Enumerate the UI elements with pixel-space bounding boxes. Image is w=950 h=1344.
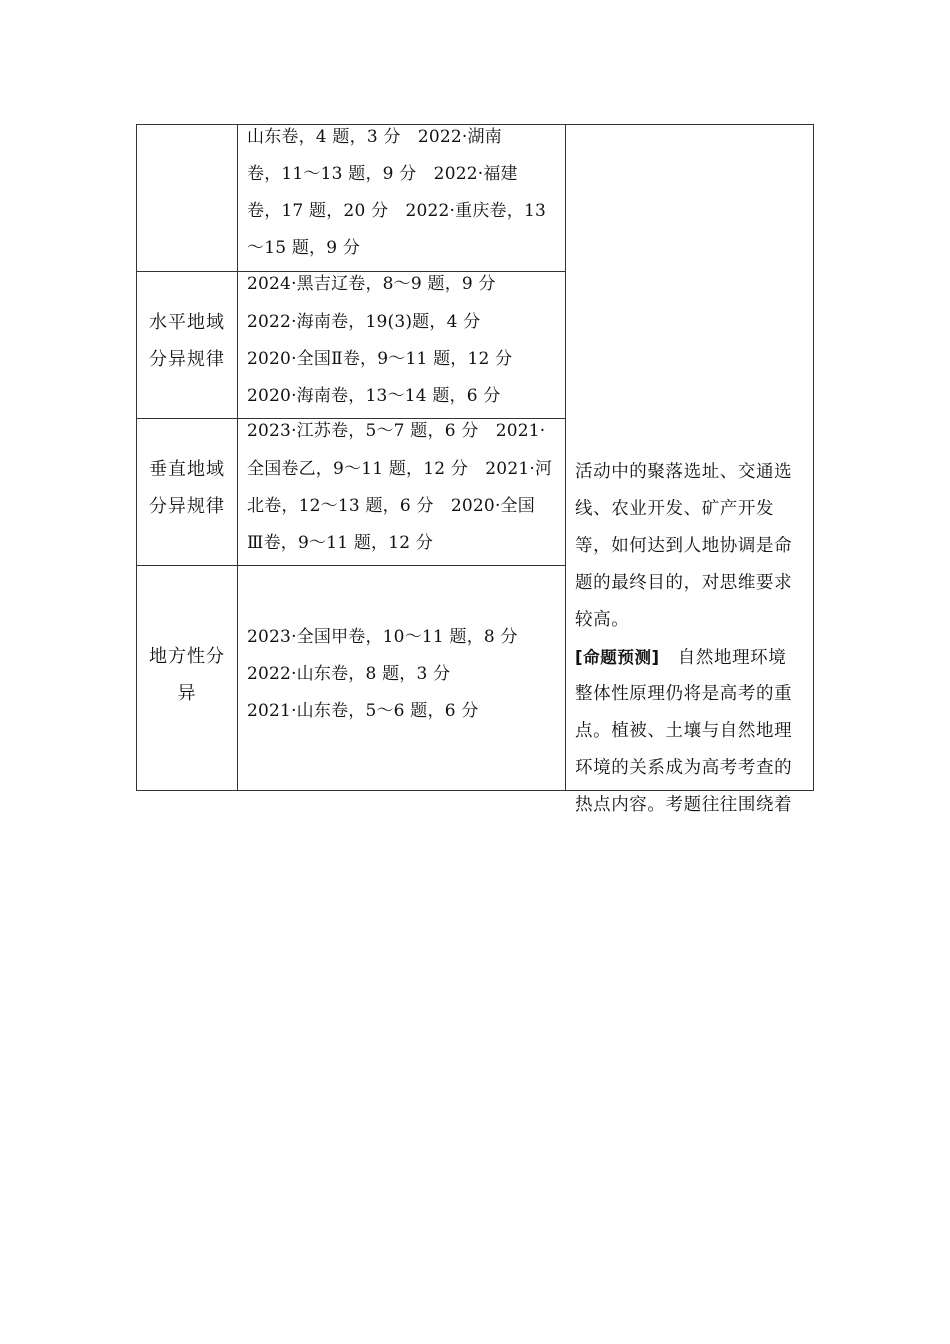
row-3-label-line-2: 分异规律 (149, 496, 225, 517)
prediction-line (575, 639, 815, 677)
row-1-line-2: 卷，11～13 题，9 分 2022·福建 (247, 164, 518, 184)
row-3-line-2: 全国卷乙，9～11 题，12 分 2021·河 (247, 459, 553, 479)
analysis-line-3: 等，如何达到人地协调是命 (575, 536, 793, 556)
row-4-line-1: 2023·全国甲卷，10～11 题，8 分 (247, 627, 518, 647)
analysis-line-7: 点。植被、土壤与自然地理 (575, 721, 793, 741)
row-2-label-line-1: 水平地域 (149, 312, 225, 333)
row-2-line-2: 2022·海南卷，19(3)题，4 分 (247, 312, 481, 332)
row-2-label-line-2: 分异规律 (149, 349, 225, 370)
analysis-line-4: 题的最终目的，对思维要求 (575, 573, 793, 593)
column-divider-2 (565, 124, 566, 791)
row-4-label-line-1: 地方性分 (149, 646, 225, 667)
row-divider-3 (136, 565, 565, 566)
analysis-line-9: 热点内容。考题往往围绕着 (575, 795, 793, 815)
row-2-line-1: 2024·黑吉辽卷，8～9 题，9 分 (247, 274, 496, 294)
row-4-label-line-2: 异 (177, 683, 197, 704)
prediction-intro: 自然地理环境 (659, 648, 787, 668)
row-3-line-4: Ⅲ卷，9～11 题，12 分 (247, 533, 434, 553)
row-1-line-1: 山东卷，4 题，3 分 2022·湖南 (247, 127, 502, 147)
row-2-line-4: 2020·海南卷，13～14 题，6 分 (247, 386, 501, 406)
row-4-line-2: 2022·山东卷，8 题，3 分 (247, 664, 451, 684)
row-1-line-4: ～15 题，9 分 (247, 238, 361, 258)
row-3-line-3: 北卷，12～13 题，6 分 2020·全国 (247, 496, 535, 516)
prediction-tag: [命题预测] (575, 648, 660, 667)
analysis-line-5: 较高。 (575, 610, 630, 630)
row-4-line-3: 2021·山东卷，5～6 题，6 分 (247, 701, 479, 721)
row-3-label-line-1: 垂直地域 (149, 459, 225, 480)
row-1-line-3: 卷，17 题，20 分 2022·重庆卷，13 (247, 201, 546, 221)
analysis-line-8: 环境的关系成为高考考查的 (575, 758, 793, 778)
analysis-line-1: 活动中的聚落选址、交通选 (575, 462, 793, 482)
row-3-line-1: 2023·江苏卷，5～7 题，6 分 2021· (247, 421, 546, 441)
analysis-line-2: 线、农业开发、矿产开发 (575, 499, 775, 519)
column-divider-1 (237, 124, 238, 791)
analysis-line-6: 整体性原理仍将是高考的重 (575, 684, 793, 704)
row-2-line-3: 2020·全国Ⅱ卷，9～11 题，12 分 (247, 349, 513, 369)
